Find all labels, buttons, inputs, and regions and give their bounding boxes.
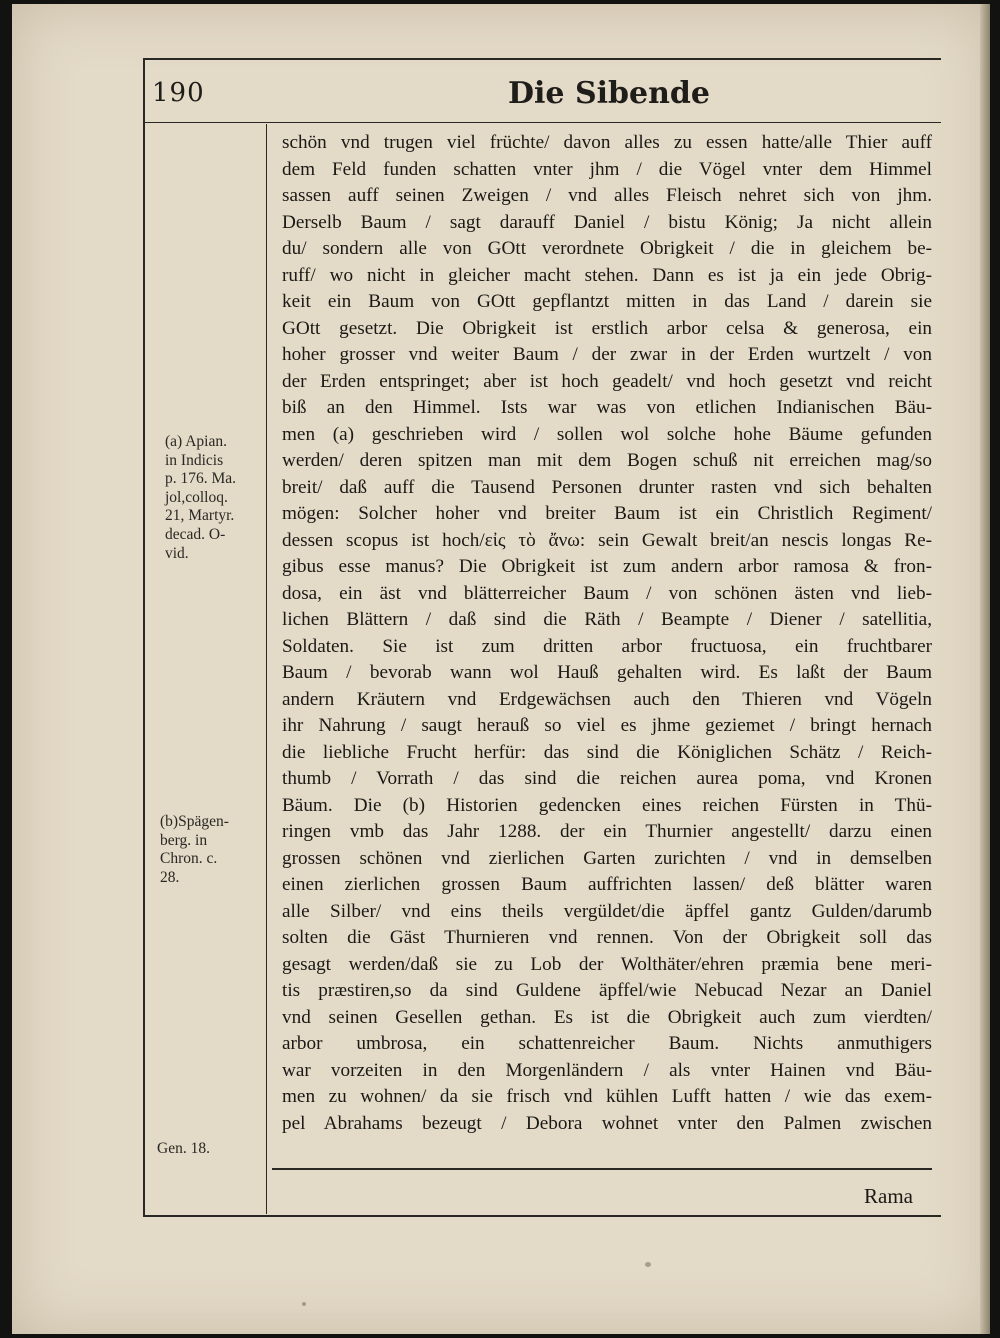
- text-line: pel Abrahams bezeugt / Debora wohnet vnter den Palmen zwischen: [282, 1112, 932, 1134]
- text-line: dem Feld funden schatten vnter jhm / die Vögel vnter dem Himmel: [282, 158, 932, 180]
- text-line: Soldaten. Sie ist zum dritten arbor fructuosa, ein fruchtbarer: [282, 635, 932, 657]
- marginal-note-line: (a) Apian.: [165, 433, 227, 450]
- text-line: sassen auff seinen Zweigen / vnd alles Fleisch nehret sich von jhm.: [282, 185, 932, 206]
- paper-speck: [645, 1262, 651, 1267]
- text-line: werden/ deren spitzen man mit dem Bogen schuß nit erreichen mag/so: [282, 450, 932, 471]
- text-line: biß an den Himmel. Ists war was von etlichen Indianischen Bäu-: [282, 397, 932, 418]
- page-edge: [980, 4, 990, 1334]
- text-line: Bäum. Die (b) Historien gedencken eines reichen Fürsten in Thü-: [282, 794, 932, 816]
- page-number: 190: [152, 78, 205, 108]
- text-line: arbor umbrosa, ein schattenreicher Baum. Nichts anmuthigers: [282, 1033, 932, 1054]
- text-line: gesagt werden/daß sie zu Lob der Wolthäter/ehren præmia bene meri-: [282, 953, 932, 975]
- text-line: du/ sondern alle von GOtt verordnete Obrigkeit / die in gleichem be-: [282, 238, 932, 259]
- text-line: keit ein Baum von GOtt gepflantzt mitten in das Land / darein sie: [282, 291, 932, 312]
- text-line: ruff/ wo nicht in gleicher macht stehen. Dann es ist ja ein jede Obrig-: [282, 264, 932, 286]
- text-line: einen zierlichen grossen Baum auffrichten lassen/ deß blätter waren: [282, 874, 932, 895]
- text-line: grossen schönen vnd zierlichen Garten zurichten / vnd in demselben: [282, 847, 932, 869]
- text-line: men (a) geschrieben wird / sollen wol solche hohe Bäume gefunden: [282, 423, 932, 445]
- text-line: ringen vmb das Jahr 1288. der ein Thurnier angestellt/ darzu einen: [282, 821, 932, 842]
- left-frame-rule: [143, 58, 145, 1216]
- text-line: Baum / bevorab wann wol Hauß gehalten wird. Es laßt der Baum: [282, 662, 932, 683]
- text-line: andern Kräutern vnd Erdgewächsen auch den Thieren vnd Vögeln: [282, 688, 932, 710]
- text-bottom-rule: [272, 1168, 932, 1170]
- marginal-note-line: (b)Spägen-: [160, 813, 229, 830]
- text-line: ihr Nahrung / saugt herauß so viel es jhme geziemet / bringt hernach: [282, 715, 932, 736]
- text-line: war vorzeiten in den Morgenländern / als vnter Hainen vnd Bäu-: [282, 1059, 932, 1081]
- text-line: die liebliche Frucht herfür: das sind die Königlichen Schätz / Reich-: [282, 741, 932, 763]
- marginal-note-line: decad. O-: [165, 525, 226, 543]
- text-line: vnd seinen Gesellen gethan. Es ist die Obrigkeit auch zum vierdten/: [282, 1006, 932, 1028]
- marginal-note-line: in Indicis: [165, 451, 224, 469]
- marginal-note-line: Chron. c.: [160, 850, 218, 868]
- text-line: schön vnd trugen viel früchte/ davon alles zu essen hatte/alle Thier auff: [282, 132, 932, 153]
- text-line: solten die Gäst Thurnieren vnd rennen. Von der Obrigkeit soll das: [282, 927, 932, 948]
- marginal-note-a: [165, 433, 257, 563]
- text-line: thumb / Vorrath / das sind die reichen aurea poma, vnd Kronen: [282, 768, 932, 789]
- marginal-note-gen: [157, 1140, 257, 1159]
- text-line: GOtt gesetzt. Die Obrigkeit ist erstlich arbor celsa & generosa, ein: [282, 317, 932, 339]
- text-line: gibus esse manus? Die Obrigkeit ist zum andern arbor ramosa & fron-: [282, 556, 932, 577]
- catchword: Rama: [864, 1184, 913, 1208]
- running-header: Die Sibende: [508, 76, 710, 111]
- text-line: dessen scopus ist hoch/εἰς τὸ ἄνω: sein Gewalt breit/an nescis longas Re-: [282, 529, 932, 551]
- marginal-note-line: berg. in: [160, 831, 208, 849]
- marginal-note-line: vid.: [165, 544, 189, 562]
- marginal-note-line: jol,colloq.: [165, 488, 228, 506]
- top-rule: [143, 58, 941, 60]
- text-line: men zu wohnen/ da sie frisch vnd kühlen Lufft hatten / wie das exem-: [282, 1086, 932, 1107]
- text-line: tis præstiren,so da sind Guldene äpffel/wie Nebucad Nezar an Daniel: [282, 980, 932, 1001]
- text-line: alle Silber/ vnd eins theils vergüldet/die äpffel gantz Gulden/darumb: [282, 900, 932, 922]
- marginal-note-line: Gen. 18.: [157, 1140, 210, 1157]
- text-line: hoher grosser vnd weiter Baum / der zwar in der Erden wurtzelt / von: [282, 344, 932, 365]
- text-line: mögen: Solcher hoher vnd breiter Baum ist ein Christlich Regiment/: [282, 503, 932, 524]
- text-line: dosa, ein äst vnd blätterreicher Baum / von schönen ästen vnd lieb-: [282, 582, 932, 604]
- column-divider-rule: [266, 124, 267, 1214]
- body-text: [282, 130, 932, 1137]
- text-line: Derselb Baum / sagt darauff Daniel / bistu König; Ja nicht allein: [282, 211, 932, 233]
- text-line: breit/ daß auff die Tausend Personen drunter rasten vnd sich behalten: [282, 476, 932, 498]
- marginal-note-line: 21, Martyr.: [165, 507, 235, 525]
- marginal-note-b: [160, 813, 260, 887]
- text-line: der Erden entspringet; aber ist hoch geadelt/ vnd hoch gesetzt vnd reicht: [282, 370, 932, 392]
- marginal-note-line: p. 176. Ma.: [165, 470, 237, 488]
- header-rule: [143, 122, 941, 123]
- bottom-rule: [143, 1215, 941, 1217]
- marginal-note-line: 28.: [160, 868, 180, 886]
- paper-speck: [302, 1302, 306, 1306]
- text-line: lichen Blättern / daß sind die Räth / Beampte / Diener / satellitia,: [282, 609, 932, 630]
